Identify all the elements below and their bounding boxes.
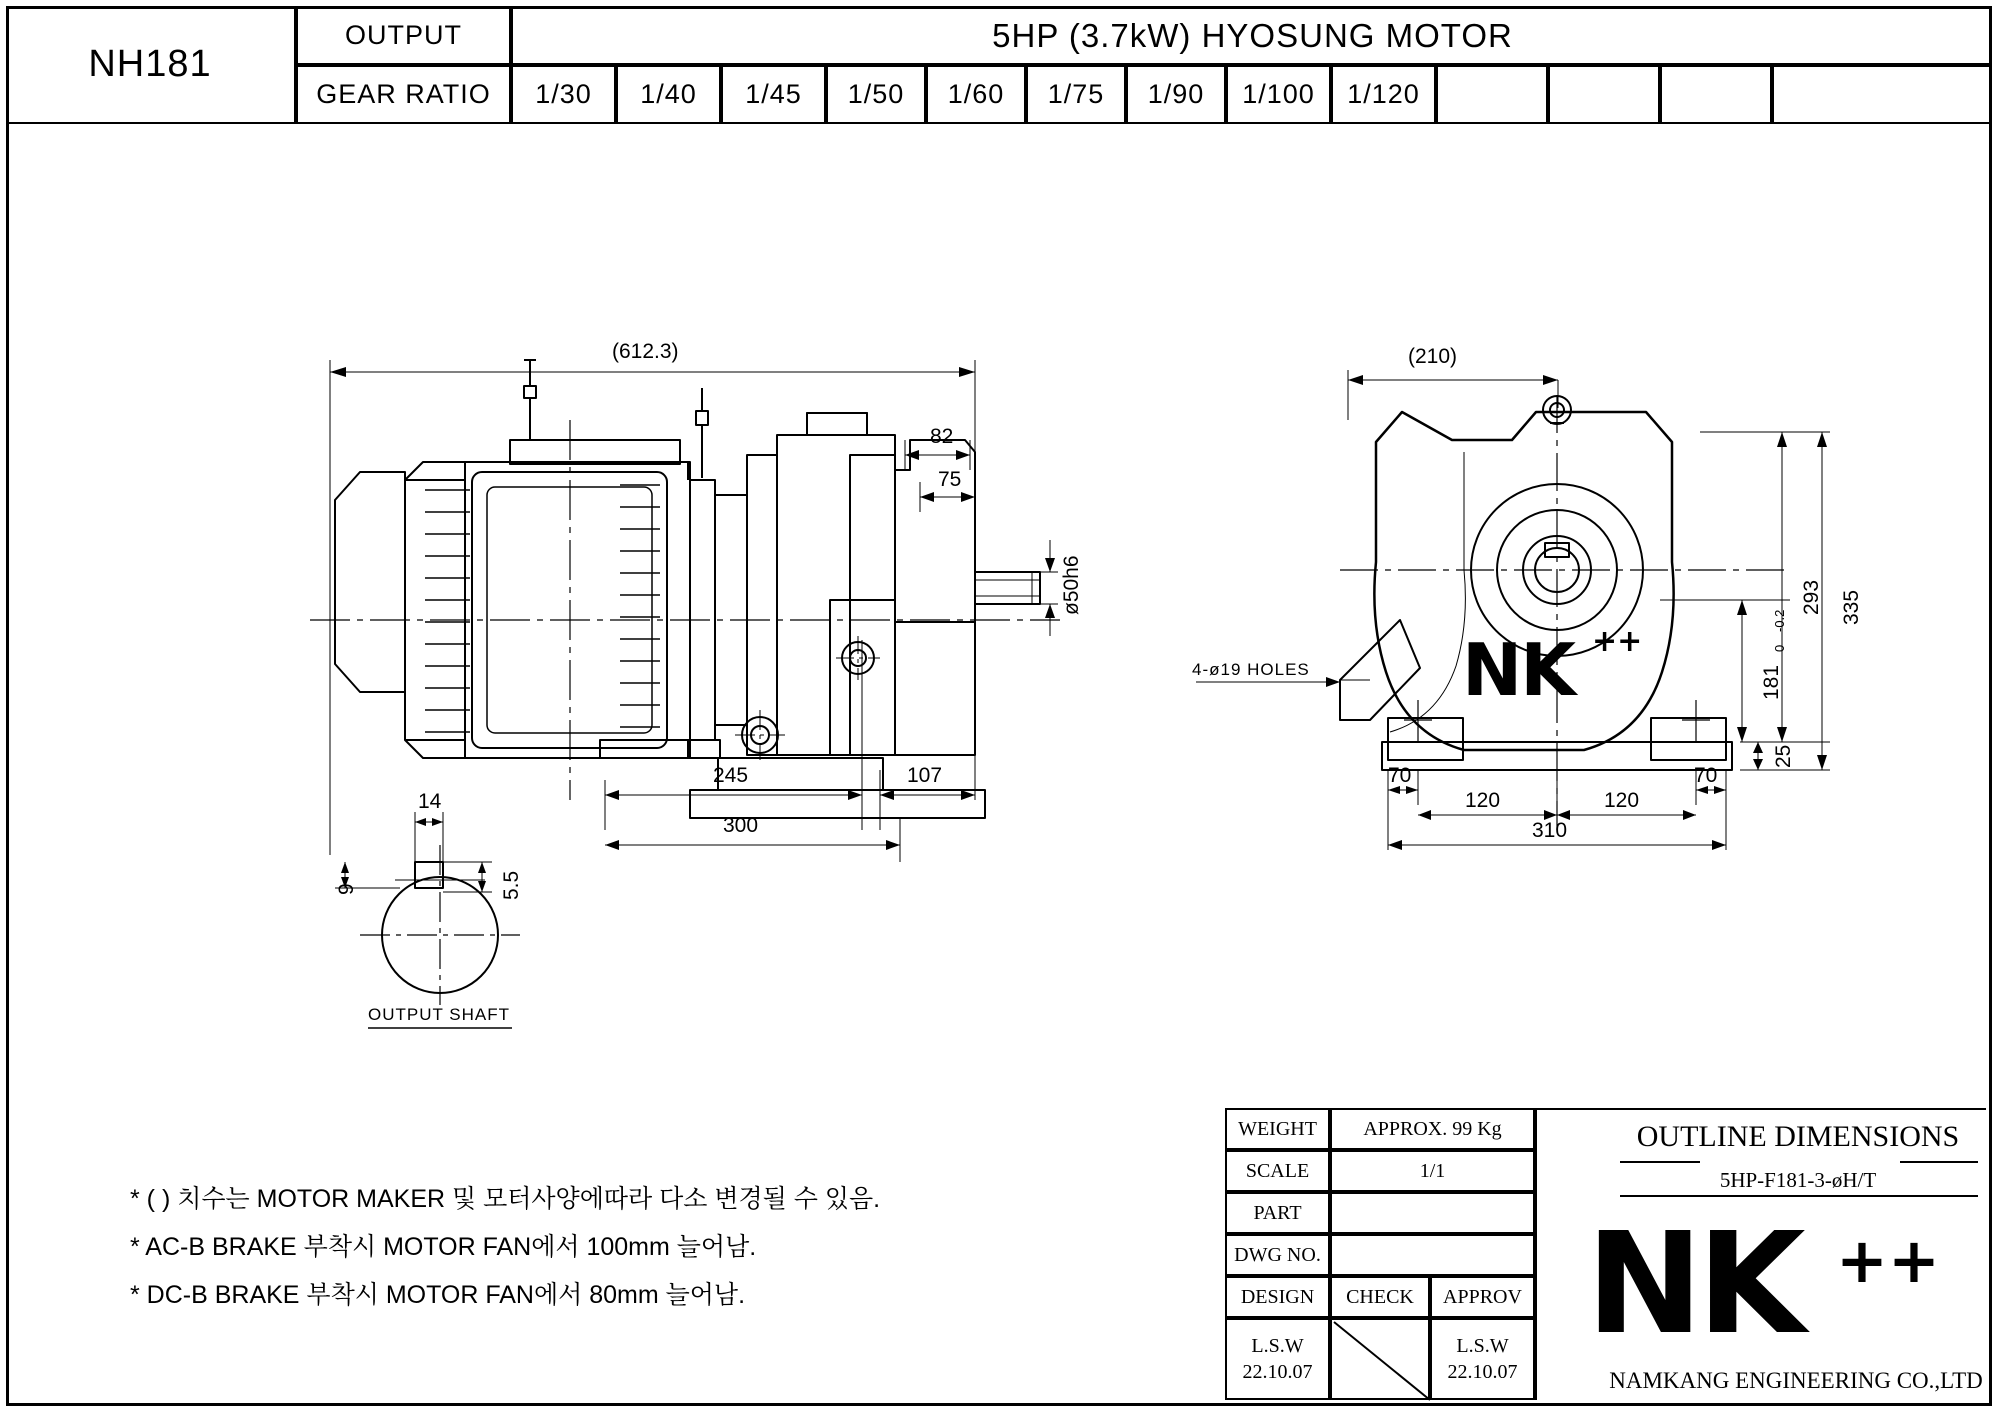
note-line: * AC-B BRAKE 부착시 MOTOR FAN에서 100mm 늘어남. [130,1233,757,1261]
dwg-no-label: DWG NO. [1225,1234,1330,1276]
weight-value: APPROX. 99 Kg [1330,1108,1535,1150]
design-label: DESIGN [1225,1276,1330,1318]
ratio-cell: 1/60 [926,65,1026,124]
dim-shaft-diameter: ø50h6 [1060,555,1083,615]
approv-name: L.S.W [1456,1335,1509,1357]
motor-spec: 5HP (3.7kW) HYOSUNG MOTOR [511,6,1992,65]
dim-181-tol-lower: -0.2 [1772,609,1787,632]
outline-dimensions-title: OUTLINE DIMENSIONS [1636,1120,1960,1153]
dwg-no-value [1330,1234,1535,1276]
note-line: * ( ) 치수는 MOTOR MAKER 및 모터사양에따라 다소 변경될 수 있음. [130,1185,881,1213]
dim-70-left: 70 [1388,764,1412,787]
dim-25: 25 [1772,744,1795,768]
scale-value: 1/1 [1330,1150,1535,1192]
dim-120-right: 120 [1604,789,1640,812]
ratio-cell: 1/120 [1331,65,1436,124]
dim-9: 9 [335,883,358,895]
dim-75: 75 [938,468,962,491]
note-line: * DC-B BRAKE 부착시 MOTOR FAN에서 80mm 늘어남. [130,1281,746,1309]
holes-note: 4-ø19 HOLES [1192,660,1310,679]
dim-120-left: 120 [1465,789,1501,812]
approv-label: APPROV [1430,1276,1535,1318]
dim-181: 181 [1760,664,1783,700]
approv-date: 22.10.07 [1447,1361,1518,1383]
gear-ratio-label: GEAR RATIO [296,65,511,124]
check-signature [1330,1318,1430,1400]
nk-housing-logo: NK [1462,628,1575,712]
dim-335: 335 [1840,589,1863,625]
ratio-cell: 1/45 [721,65,826,124]
design-signature [1225,1318,1330,1400]
nk-title-logo-plus: ++ [1836,1224,1940,1297]
dim-210: (210) [1408,345,1458,368]
part-value [1330,1192,1535,1234]
design-date: 22.10.07 [1242,1361,1313,1383]
dim-107: 107 [907,764,943,787]
dim-82: 82 [930,425,954,448]
output-shaft-caption: OUTPUT SHAFT [368,1005,511,1024]
dim-181-tol-upper: 0 [1772,644,1787,652]
ratio-cell: 1/30 [511,65,616,124]
dim-245: 245 [713,764,749,787]
ratio-cell: 1/75 [1026,65,1126,124]
ratio-cell: 1/100 [1226,65,1331,124]
company-name: NAMKANG ENGINEERING CO.,LTD [1609,1368,1983,1393]
outline-dimensions-subtitle: 5HP-F181-3-øH/T [1719,1168,1877,1192]
ratio-cell: 1/50 [826,65,926,124]
part-label: PART [1225,1192,1330,1234]
nk-title-logo: NK [1586,1203,1800,1366]
ratio-cell: 1/40 [616,65,721,124]
design-name: L.S.W [1251,1335,1304,1357]
dim-293: 293 [1800,579,1823,615]
ratio-cell: 1/90 [1126,65,1226,124]
dim-310: 310 [1532,819,1568,842]
weight-label: WEIGHT [1225,1108,1330,1150]
scale-label: SCALE [1225,1150,1330,1192]
notes-block [130,1175,880,1319]
model-cell: NH181 [6,6,296,124]
approv-signature [1430,1318,1535,1400]
dim-70-right: 70 [1694,764,1718,787]
check-label: CHECK [1330,1276,1430,1318]
output-label: OUTPUT [296,6,511,65]
dim-overall-length: (612.3) [612,340,679,363]
dim-key-width: 14 [418,790,442,813]
dim-key-depth: 5.5 [500,870,523,900]
dim-300: 300 [723,814,759,837]
nk-housing-logo-plus: ++ [1592,624,1643,659]
